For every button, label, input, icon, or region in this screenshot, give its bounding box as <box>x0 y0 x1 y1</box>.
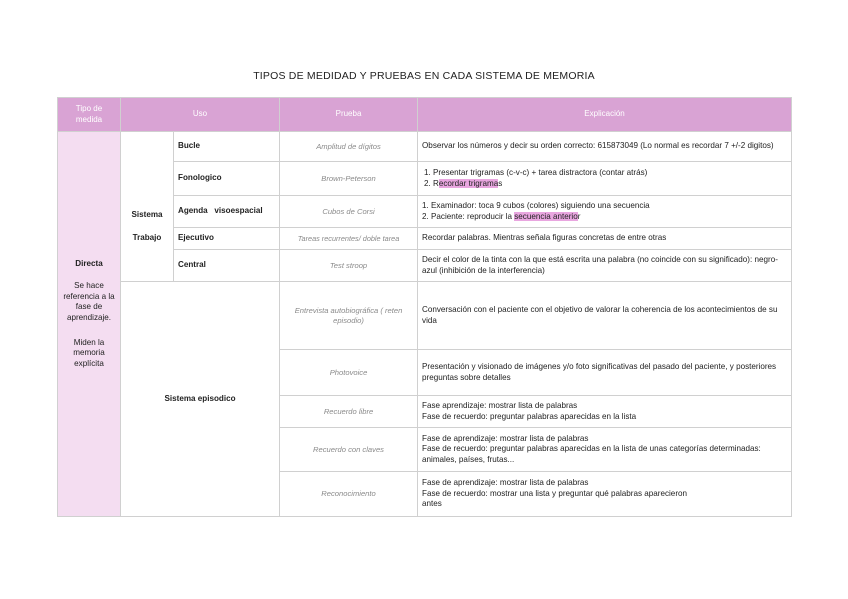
tipo-medida-note-2: Miden la memoria explícita <box>73 337 105 368</box>
expl-line: r <box>577 211 581 221</box>
header-row <box>58 98 792 132</box>
uso-agenda-visoespacial: Agenda visoespacial <box>174 196 280 228</box>
expl-line: antes <box>422 499 442 509</box>
expl-line: Fase de aprendizaje: mostrar lista de palabras <box>422 478 589 488</box>
page-title: TIPOS DE MEDIDAD Y PRUEBAS EN CADA SISTEMA DE MEMORIA <box>253 70 595 82</box>
prueba-cubos-corsi: Cubos de Corsi <box>280 196 418 228</box>
tipo-medida-cell <box>58 132 121 517</box>
tipo-medida-note-1: Se hace referencia a la fase de aprendizaje. <box>63 281 115 322</box>
uso-ejecutivo: Ejecutivo <box>174 228 280 250</box>
expl-test-stroop: Decir el color de la tinta con la que está escrita una palabra (no coincide con su significado): negro- azul (inhibición de la interferencia) <box>418 250 792 282</box>
prueba-test-stroop: Test stroop <box>280 250 418 282</box>
sistema-episodico-cell: Sistema episodico <box>121 282 280 517</box>
prueba-recuerdo-libre: Recuerdo libre <box>280 396 418 428</box>
expl-line: Fase de aprendizaje: mostrar lista de palabras <box>422 433 589 443</box>
expl-line: Fase de recuerdo: preguntar palabras aparecidas en la lista <box>422 411 637 421</box>
expl-line: 1. Examinador: toca 9 cubos (colores) siguiendo una secuencia <box>422 200 650 210</box>
expl-line: s <box>498 178 503 188</box>
header-explicacion: Explicación <box>418 98 792 132</box>
expl-entrevista-autobiografica: Conversación con el paciente con el objetivo de valorar la coherencia de los acontecimientos de su vida <box>418 282 792 350</box>
highlighted-text: ecordar trigrama <box>438 178 499 188</box>
expl-recuerdo-con-claves <box>418 428 792 472</box>
expl-reconocimiento <box>418 472 792 517</box>
expl-amplitud-digitos: Observar los números y decir su orden correcto: 615873049 (Lo normal es recordar 7 +/-2 digitos) <box>418 132 792 162</box>
expl-brown-peterson <box>418 162 792 196</box>
expl-tareas-recurrentes: Recordar palabras. Mientras señala figuras concretas de entre otras <box>418 228 792 250</box>
expl-cubos-corsi <box>418 196 792 228</box>
tipo-medida-label: Directa <box>75 258 103 268</box>
expl-line: Fase aprendizaje: mostrar lista de palabras <box>422 400 578 410</box>
uso-central: Central <box>174 250 280 282</box>
prueba-amplitud-digitos: Amplitud de dígitos <box>280 132 418 162</box>
table-row <box>58 282 792 350</box>
highlighted-text: secuencia anterio <box>514 211 578 221</box>
sistema-trabajo-line1: Sistema <box>131 209 163 219</box>
expl-line: Fase de recuerdo: mostrar una lista y preguntar qué palabras aparecieron <box>422 488 688 498</box>
prueba-tareas-recurrentes: Tareas recurrentes/ doble tarea <box>280 228 418 250</box>
prueba-brown-peterson: Brown-Peterson <box>280 162 418 196</box>
uso-bucle: Bucle <box>174 132 280 162</box>
expl-recuerdo-libre <box>418 396 792 428</box>
header-uso: Uso <box>121 98 280 132</box>
header-tipo: Tipo de medida <box>58 98 121 132</box>
expl-line: 1. Presentar trigramas (c-v-c) + tarea distractora (contar atrás) <box>424 167 648 177</box>
table-row <box>58 132 792 162</box>
uso-fonologico: Fonologico <box>174 162 280 196</box>
prueba-recuerdo-con-claves: Recuerdo con claves <box>280 428 418 472</box>
expl-line: Fase de recuerdo: preguntar palabras aparecidas en la lista de unas categorías determinadas: animales, países, frutas... <box>422 444 761 464</box>
prueba-photovoice: Photovoice <box>280 350 418 396</box>
memory-tests-table <box>57 97 792 517</box>
prueba-entrevista-autobiografica: Entrevista autobiográfica ( reten episodio) <box>280 282 418 350</box>
sistema-trabajo-line2: Trabajo <box>132 232 162 242</box>
sistema-trabajo-cell <box>121 132 174 282</box>
expl-line: 2. Paciente: reproducir la <box>422 211 515 221</box>
expl-line: 2. R <box>424 178 439 188</box>
prueba-reconocimiento: Reconocimiento <box>280 472 418 517</box>
header-prueba: Prueba <box>280 98 418 132</box>
expl-photovoice: Presentación y visionado de imágenes y/o foto significativas del pasado del paciente, y posteriores preguntas sobre detalles <box>418 350 792 396</box>
